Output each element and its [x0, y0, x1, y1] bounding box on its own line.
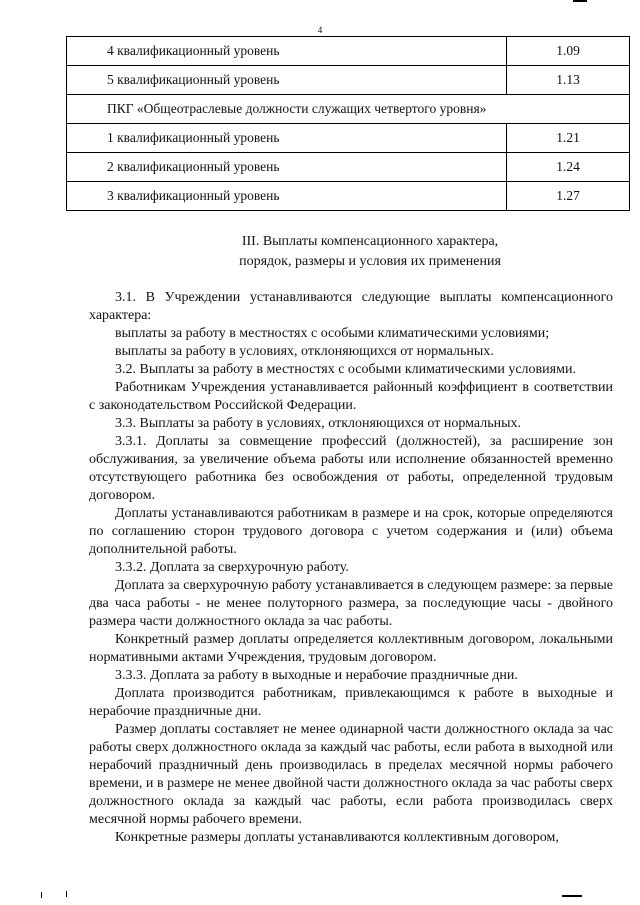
level-coefficient: 1.27 — [507, 182, 630, 211]
paragraph: Доплата за сверхурочную работу устанавливается в следующем размере: за первые два часа работы - не менее полуторного размера, за последующие часы - двойного размера части должностного оклада за час работы. — [89, 578, 613, 629]
paragraph: Конкретный размер доплаты определяется коллективным договором, локальными нормативными актами Учреждения, трудовым договором. — [89, 632, 613, 665]
table-row — [67, 153, 630, 182]
section-title-line: порядок, размеры и условия их применения — [239, 254, 501, 269]
section-title-line: III. Выплаты компенсационного характера, — [241, 234, 499, 249]
level-coefficient: 1.09 — [507, 37, 630, 66]
level-name: 3 квалификационный уровень — [67, 182, 507, 211]
scan-artifact-mark — [562, 895, 582, 897]
paragraph: 3.3.1. Доплаты за совмещение профессий (должностей), за расширение зон обслуживания, за увеличение объема работы или исполнение обязанностей временно отсутствующего работника без освобождения от работы, определенной трудовым договором. — [89, 434, 613, 503]
level-name: 1 квалификационный уровень — [67, 124, 507, 153]
paragraph: 3.3. Выплаты за работу в условиях, отклоняющихся от нормальных. — [115, 416, 521, 431]
table-row — [67, 182, 630, 211]
table-row — [67, 124, 630, 153]
paragraph: Работникам Учреждения устанавливается районный коэффициент в соответствии с законодательством Российской Федерации. — [89, 380, 613, 413]
table-row — [67, 37, 630, 66]
level-name: 5 квалификационный уровень — [67, 66, 507, 95]
paragraph: 3.3.2. Доплата за сверхурочную работу. — [115, 560, 349, 575]
paragraph: Доплаты устанавливаются работникам в размере и на срок, которые определяются по соглашению сторон трудового договора с учетом содержания и (или) объема дополнительной работы. — [89, 506, 613, 557]
level-coefficient: 1.24 — [507, 153, 630, 182]
coefficient-table — [66, 36, 630, 211]
level-coefficient: 1.13 — [507, 66, 630, 95]
paragraph: Доплата производится работникам, привлекающимся к работе в выходные и нерабочие праздничные дни. — [89, 686, 613, 719]
level-name: 4 квалификационный уровень — [67, 37, 507, 66]
scan-artifact-mark — [573, 0, 587, 2]
document-body — [89, 289, 613, 847]
paragraph: Конкретные размеры доплаты устанавливаются коллективным договором, — [115, 830, 559, 845]
table-group-row — [67, 95, 630, 124]
group-name: ПКГ «Общеотраслевые должности служащих четвертого уровня» — [67, 95, 630, 124]
paragraph: 3.2. Выплаты за работу в местностях с особыми климатическими условиями. — [115, 362, 576, 377]
section-title — [0, 232, 640, 272]
paragraph: выплаты за работу в местностях с особыми климатическими условиями; — [115, 326, 550, 341]
level-name: 2 квалификационный уровень — [67, 153, 507, 182]
paragraph: 3.3.3. Доплата за работу в выходные и нерабочие праздничные дни. — [115, 668, 518, 683]
paragraph: Размер доплаты составляет не менее одинарной части должностного оклада за час работы сверх должностного оклада за каждый час работы, если работа в выходной или нерабочий праздничный день производилась в пределах месячной нормы рабочего времени, и в размере не менее двойной части должностного оклада за час работы сверх должностного оклада за каждый час работы, если работа производилась сверх месячной нормы рабочего времени. — [89, 722, 613, 827]
table-row — [67, 66, 630, 95]
paragraph: 3.1. В Учреждении устанавливаются следующие выплаты компенсационного характера: — [89, 290, 613, 323]
paragraph: выплаты за работу в условиях, отклоняющихся от нормальных. — [115, 344, 494, 359]
scan-artifact-mark — [41, 892, 42, 898]
level-coefficient: 1.21 — [507, 124, 630, 153]
page-number: 4 — [317, 25, 323, 35]
scan-artifact-mark — [66, 891, 67, 897]
